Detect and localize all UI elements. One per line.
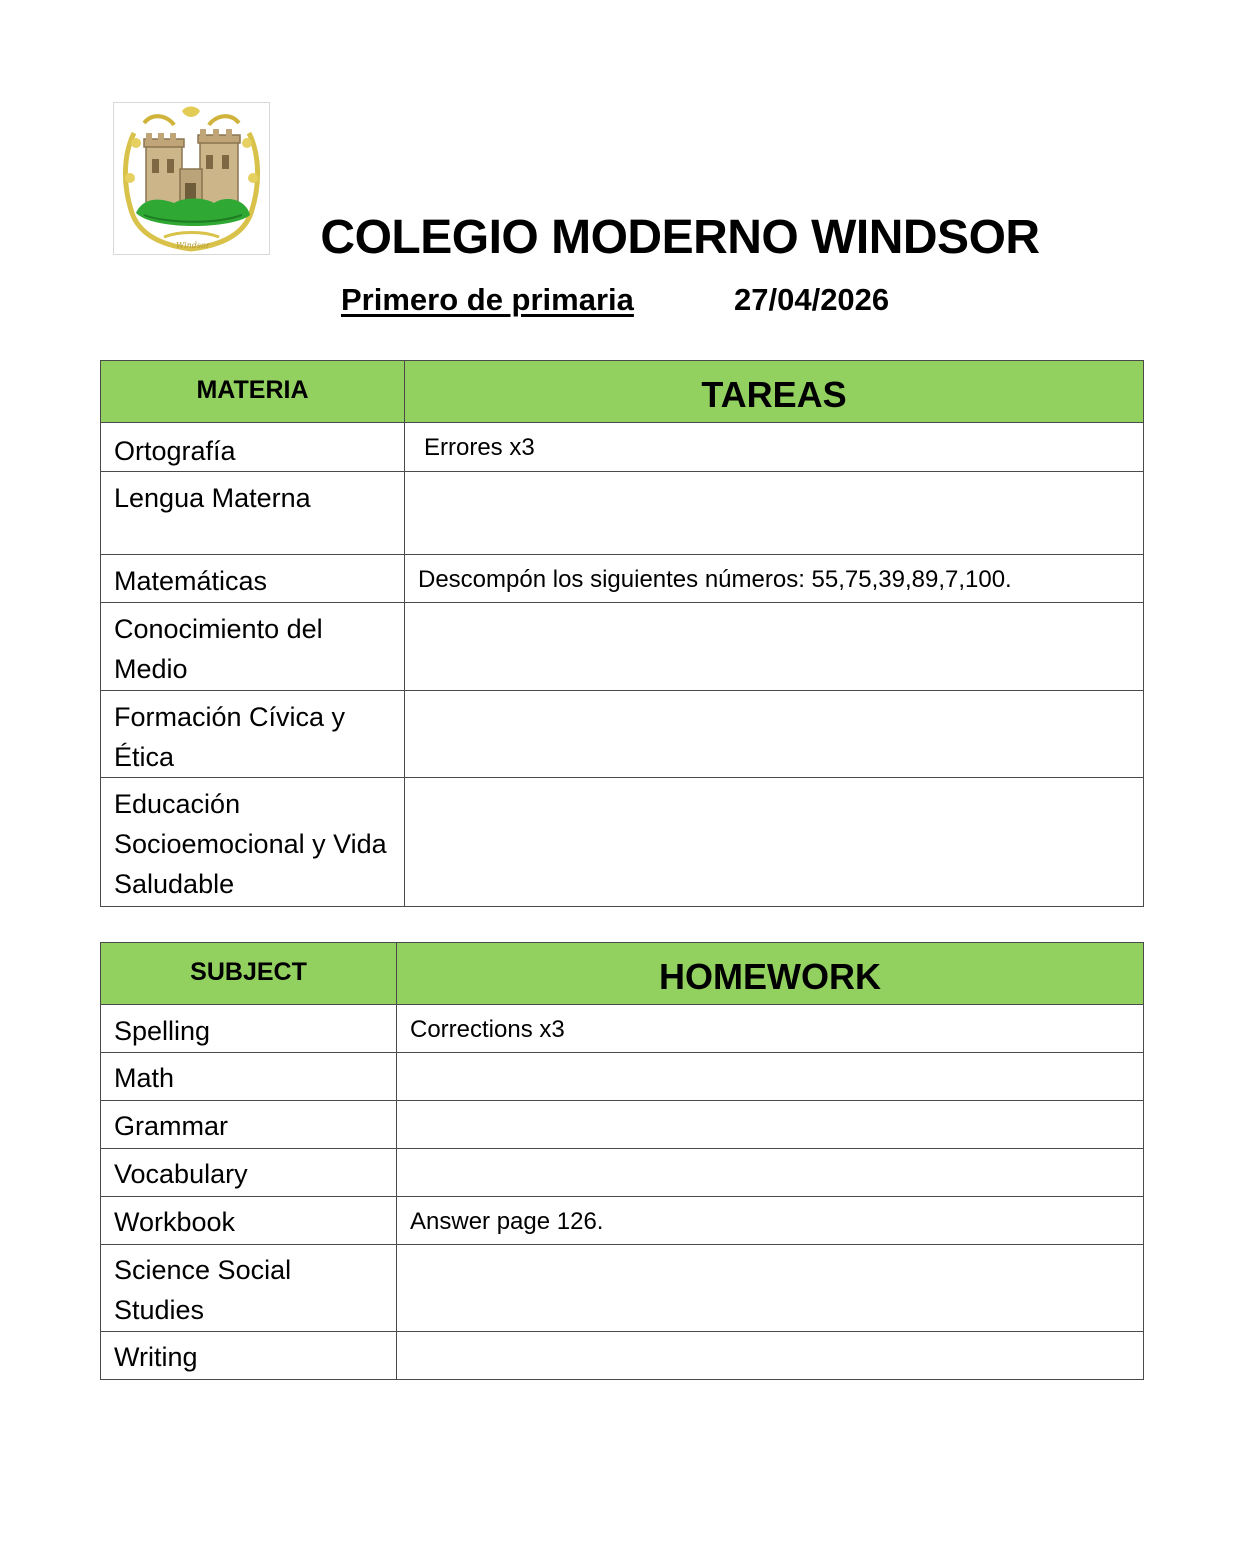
table-row: [101, 1332, 1144, 1380]
subject-cell: Workbook: [101, 1197, 397, 1245]
task-cell[interactable]: [397, 1101, 1144, 1149]
task-cell[interactable]: [397, 1332, 1144, 1380]
task-cell[interactable]: [397, 1149, 1144, 1197]
table-row: [101, 555, 1144, 603]
grade-label: Primero de primaria: [341, 282, 634, 317]
date-label: 27/04/2026: [734, 282, 890, 317]
table-row: [101, 1149, 1144, 1197]
column-header-subject: SUBJECT: [101, 943, 397, 1005]
table-row: [101, 603, 1144, 691]
table-row: [101, 423, 1144, 472]
column-header-homework: HOMEWORK: [397, 943, 1144, 1005]
castle-crest-icon: [114, 103, 269, 254]
table-row: [101, 691, 1144, 778]
tareas-header-row: [101, 361, 1144, 423]
subject-cell: Matemáticas: [101, 555, 405, 603]
subject-cell: Grammar: [101, 1101, 397, 1149]
task-cell[interactable]: Errores x3: [405, 423, 1144, 472]
subject-cell: Math: [101, 1053, 397, 1101]
tareas-table: [100, 360, 1144, 907]
column-header-materia: MATERIA: [101, 361, 405, 423]
task-cell[interactable]: Corrections x3: [397, 1005, 1144, 1053]
column-header-tareas: TAREAS: [405, 361, 1144, 423]
task-cell[interactable]: [405, 691, 1144, 778]
subject-cell: Conocimiento del Medio: [101, 603, 405, 691]
task-cell[interactable]: [405, 472, 1144, 555]
subject-cell: Educación Socioemocional y Vida Saludable: [101, 778, 405, 907]
table-row: [101, 472, 1144, 555]
school-title: COLEGIO MODERNO WINDSOR: [320, 211, 1040, 264]
table-row: [101, 1245, 1144, 1332]
school-logo: [113, 102, 270, 255]
task-cell[interactable]: [405, 603, 1144, 691]
homework-table: [100, 942, 1144, 1380]
logo-caption: Windsor: [176, 241, 210, 250]
table-row: [101, 778, 1144, 907]
task-cell[interactable]: [397, 1245, 1144, 1332]
table-row: [101, 1005, 1144, 1053]
subject-cell: Spelling: [101, 1005, 397, 1053]
homework-header-row: [101, 943, 1144, 1005]
table-row: [101, 1053, 1144, 1101]
task-cell[interactable]: [405, 778, 1144, 907]
subject-cell: Ortografía: [101, 423, 405, 472]
subject-cell: Science Social Studies: [101, 1245, 397, 1332]
task-cell[interactable]: Answer page 126.: [397, 1197, 1144, 1245]
subject-cell: Writing: [101, 1332, 397, 1380]
subject-cell: Formación Cívica y Ética: [101, 691, 405, 778]
subject-cell: Lengua Materna: [101, 472, 405, 555]
task-cell[interactable]: Descompón los siguientes números: 55,75,39,89,7,100.: [405, 555, 1144, 603]
task-cell[interactable]: [397, 1053, 1144, 1101]
subject-cell: Vocabulary: [101, 1149, 397, 1197]
table-row: [101, 1197, 1144, 1245]
table-row: [101, 1101, 1144, 1149]
